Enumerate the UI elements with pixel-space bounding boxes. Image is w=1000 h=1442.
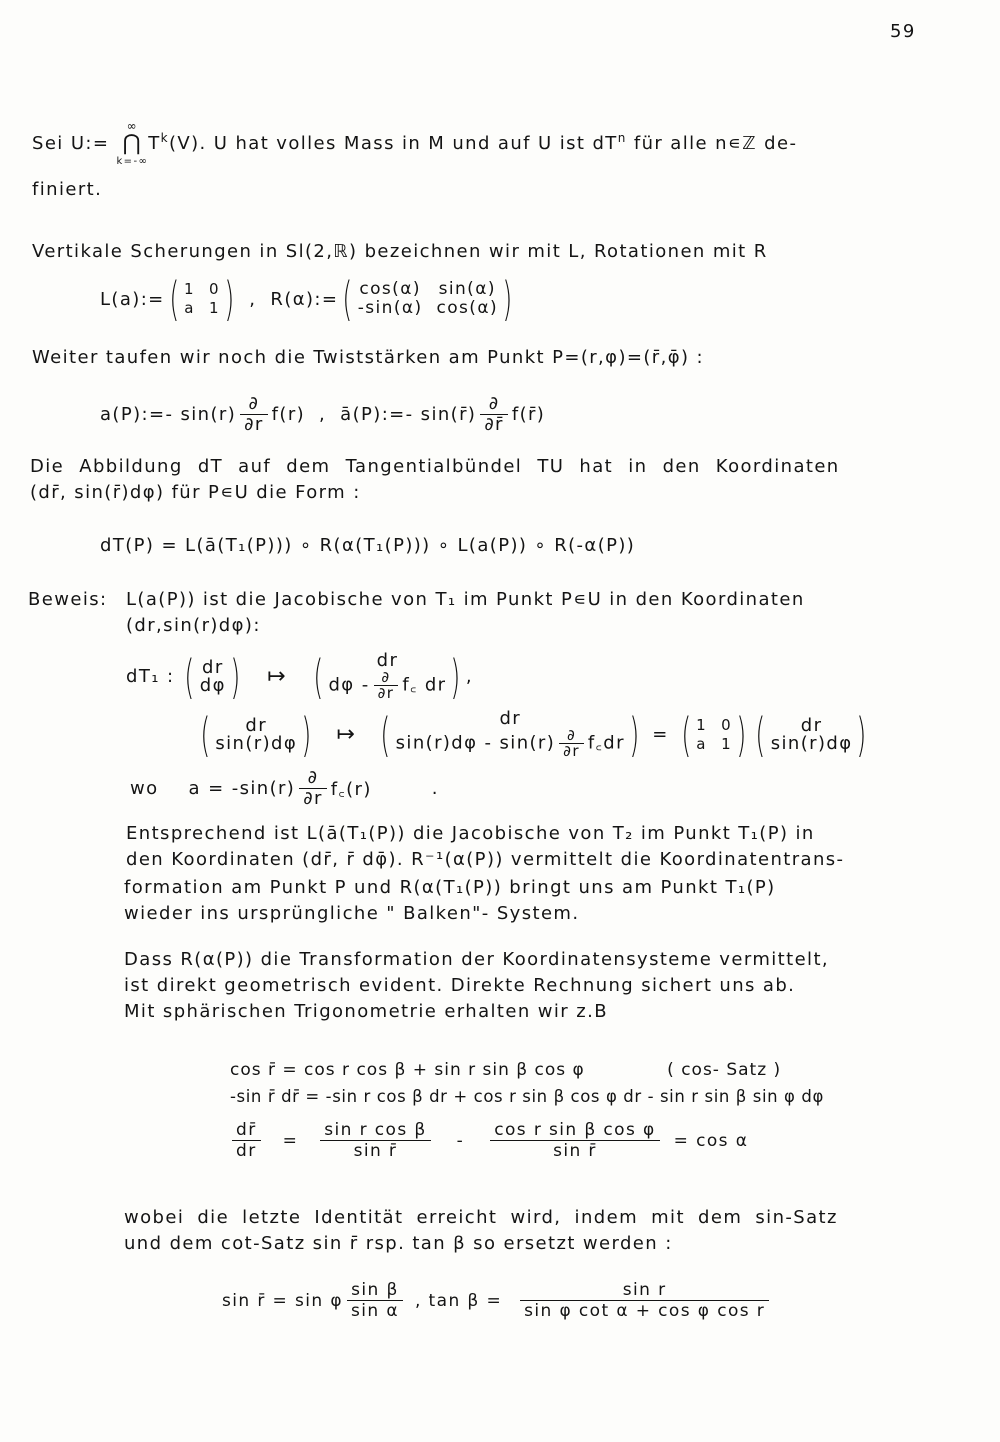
vector-entry: dr <box>245 714 268 736</box>
partial-derivative <box>240 394 268 435</box>
fraction-denominator: sin r̄ <box>353 1141 398 1161</box>
fraction <box>347 1280 403 1321</box>
fraction-numerator: sin r <box>520 1280 769 1301</box>
column-vector <box>396 710 625 759</box>
left-paren: ( <box>380 707 392 762</box>
matrix-entry: 1 <box>721 734 733 753</box>
fraction-denominator: ∂r <box>377 684 395 702</box>
fraction-numerator: sin r cos β <box>320 1120 430 1141</box>
wo-rhs: f꜀(r) <box>330 778 372 800</box>
expr-part: f꜀ dr <box>402 674 447 696</box>
left-paren: ( <box>342 272 354 326</box>
column-vector <box>770 714 853 754</box>
vector-entry: dr <box>499 708 522 729</box>
right-paren: ) <box>502 272 513 326</box>
R-label: R(α):= <box>270 288 339 310</box>
trailing-comma: , <box>465 666 473 687</box>
vector-entry: sin(r)dφ <box>770 732 853 754</box>
sei-prefix: Sei U:= <box>32 133 110 154</box>
paragraph-5-line-4: wieder ins ursprüngliche " Balken"- System. <box>124 903 580 924</box>
partial-derivative <box>559 728 584 759</box>
cap-lower-limit: k=-∞ <box>116 156 149 167</box>
sin-rbar-lhs: sin r̄ = sin φ <box>222 1290 343 1311</box>
right-paren: ) <box>224 272 235 326</box>
equals-sign: = <box>652 724 669 745</box>
paragraph-5-line-1: Entsprechend ist L(ā(T₁(P)) die Jacobische von T₂ im Punkt T₁(P) in <box>126 823 815 844</box>
fraction-numerator: ∂ <box>240 394 268 415</box>
wo-dot: . <box>431 778 439 799</box>
vector-entry: sin(r)dφ <box>215 732 298 754</box>
fraction <box>490 1120 659 1161</box>
abar-rhs: f(r̄) <box>511 404 546 425</box>
tan-beta-lhs: , tan β = <box>414 1290 503 1311</box>
dT1-lhs: dT₁ : <box>126 666 175 687</box>
fraction-numerator: ∂ <box>299 768 327 789</box>
paragraph-5-line-2: den Koordinaten (dr̄, r̄ dφ̄). R⁻¹(α(P)) vermittelt die Koordinatentrans- <box>126 849 845 870</box>
paragraph-6-line-3: Mit sphärischen Trigonometrie erhalten wir z.B <box>124 1001 608 1022</box>
vector-entry-expression <box>328 670 446 701</box>
left-paren: ( <box>169 272 180 326</box>
paragraph-7-line-1: wobei die letzte Identität erreicht wird, indem mit dem sin-Satz <box>124 1207 838 1228</box>
paragraph-6-line-2: ist direkt geometrisch evident. Direkte Rechnung sichert uns ab. <box>124 975 796 996</box>
matrix-entry: 0 <box>208 280 220 298</box>
fraction-numerator: ∂ <box>480 394 508 415</box>
sei-tail: für alle n∊ℤ de- <box>633 133 798 154</box>
fraction-denominator: ∂r̄ <box>484 414 504 435</box>
proof-line-1: L(a(P)) ist die Jacobische von T₁ im Punkt P∊U in den Koordinaten <box>126 589 805 610</box>
matrix-entry: cos(α) <box>436 298 498 318</box>
abar-lhs: ā(P):=- sin(r̄) <box>340 404 477 425</box>
vector-entry: dr <box>800 714 823 736</box>
paragraph-4-line-2: (dr̄, sin(r̄)dφ) für P∊U die Form : <box>30 482 361 503</box>
matrix-entry: cos(α) <box>359 279 421 299</box>
jacobian-map-1 <box>126 649 473 704</box>
matrix-entry: sin(α) <box>438 279 496 299</box>
partial-derivative <box>374 670 399 701</box>
fraction-numerator: sin β <box>347 1280 403 1301</box>
a-rhs: f(r) <box>271 404 306 425</box>
matrix-entry: 0 <box>721 715 733 734</box>
maps-to-arrow: ↦ <box>336 722 357 747</box>
expr-part: f꜀dr <box>587 732 625 754</box>
right-paren: ) <box>301 707 313 762</box>
partial-derivative <box>480 394 508 435</box>
jacobian-map-2 <box>196 707 872 762</box>
equals-sign: = <box>282 1130 299 1151</box>
fraction-denominator: ∂r <box>244 414 264 435</box>
wo-word: wo <box>130 778 159 799</box>
cap-upper-limit: ∞ <box>126 119 139 133</box>
vector-entry: dφ <box>199 674 226 696</box>
matrix-entry: 1 <box>184 280 195 298</box>
fraction-denominator: dr <box>236 1141 257 1161</box>
column-vector <box>199 656 226 696</box>
fraction <box>520 1280 769 1321</box>
separator: , <box>249 288 257 310</box>
wo-definition <box>130 768 439 809</box>
paragraph-1-line-1 <box>32 112 797 170</box>
fraction-numerator: dr̄ <box>232 1120 261 1141</box>
cos-alpha-rhs: = cos α <box>673 1130 749 1151</box>
left-paren: ( <box>755 707 767 762</box>
dT-formula: dT(P) = L(ā(T₁(P))) ∘ R(α(T₁(P))) ∘ L(a(P)) ∘ R(-α(P)) <box>100 535 636 556</box>
left-paren: ( <box>184 649 196 704</box>
right-paren: ) <box>856 707 868 762</box>
wo-lhs: a = -sin(r) <box>188 778 296 799</box>
R-matrix <box>358 280 498 318</box>
fraction-denominator: sin r̄ <box>553 1141 597 1161</box>
paragraph-7-line-2: und dem cot-Satz sin r̄ rsp. tan β so ersetzt werden : <box>124 1233 673 1254</box>
proof-label: Beweis: <box>28 589 108 610</box>
matrix-entry: a <box>696 734 707 753</box>
right-paren: ) <box>629 707 640 762</box>
paragraph-1-line-2: finiert. <box>32 179 103 200</box>
sei-after-cap: (V). U hat volles Mass in M und auf U ist dT <box>168 133 618 154</box>
paragraph-5-line-3: formation am Punkt P und R(α(T₁(P)) bringt uns am Punkt T₁(P) <box>124 877 776 898</box>
right-paren: ) <box>450 649 462 704</box>
L-matrix <box>184 280 220 318</box>
twist-definitions <box>100 394 545 435</box>
fraction-numerator: ∂ <box>374 670 399 686</box>
final-identities <box>222 1280 773 1321</box>
page-number: 59 <box>890 21 916 42</box>
matrix-entry: 1 <box>208 299 220 317</box>
fraction-numerator: ∂ <box>559 728 584 744</box>
left-paren: ( <box>200 707 212 762</box>
minus-sign: - <box>456 1130 465 1151</box>
fraction-denominator: ∂r <box>303 788 323 809</box>
matrix-entry: a <box>184 299 195 317</box>
big-cap-operator <box>116 118 148 170</box>
expr-part: dφ - <box>328 674 370 696</box>
left-paren: ( <box>681 707 692 762</box>
separator: , <box>319 404 327 425</box>
cap-expression: T <box>148 133 161 154</box>
differential-line: -sin r̄ dr̄ = -sin r cos β dr + cos r sin β cos φ dr - sin r sin β sin φ dφ <box>230 1087 824 1106</box>
L-label: L(a):= <box>100 288 165 310</box>
fraction <box>320 1120 430 1161</box>
cap-expression-exponent: k <box>160 131 169 145</box>
column-vector <box>328 652 446 701</box>
matrix-entry: 1 <box>696 715 708 734</box>
vector-entry-expression <box>396 728 625 759</box>
matrix-entry: -sin(α) <box>357 298 423 318</box>
left-paren: ( <box>313 649 325 704</box>
proof-line-2: (dr,sin(r)dφ): <box>126 615 261 636</box>
ratio-equation <box>228 1120 748 1161</box>
column-vector <box>215 714 298 754</box>
cap-symbol: ⋂ <box>122 131 143 156</box>
right-paren: ) <box>230 649 241 704</box>
cos-law-label: ( cos- Satz ) <box>667 1060 782 1080</box>
shear-matrix <box>696 716 732 754</box>
a-lhs: a(P):=- sin(r) <box>100 404 237 425</box>
cos-law-formula: cos r̄ = cos r cos β + sin r sin β cos φ <box>230 1060 585 1080</box>
cos-law-line <box>230 1058 781 1082</box>
fraction <box>232 1120 261 1161</box>
vector-entry: dr <box>376 650 399 671</box>
fraction-numerator: cos r sin β cos φ <box>490 1120 659 1141</box>
dt-exponent: n <box>617 131 627 145</box>
fraction-denominator: sin α <box>350 1301 399 1321</box>
fraction-denominator: ∂r <box>563 742 580 760</box>
vector-entry: dr <box>202 656 224 678</box>
expr-part: sin(r)dφ - sin(r) <box>395 732 556 754</box>
partial-derivative <box>299 768 327 809</box>
maps-to-arrow: ↦ <box>267 664 288 689</box>
paragraph-4-line-1: Die Abbildung dT auf dem Tangentialbündel TU hat in den Koordinaten <box>30 456 840 477</box>
right-paren: ) <box>736 707 748 762</box>
fraction-denominator: sin φ cot α + cos φ cos r <box>524 1301 766 1321</box>
paragraph-6-line-1: Dass R(α(P)) die Transformation der Koordinatensysteme vermittelt, <box>124 949 830 970</box>
paragraph-3: Weiter taufen wir noch die Twiststärken am Punkt P=(r,φ)=(r̄,φ̄) : <box>32 347 704 368</box>
matrix-definitions <box>100 272 517 326</box>
paragraph-2: Vertikale Scherungen in Sl(2,ℝ) bezeichnen wir mit L, Rotationen mit R <box>32 241 768 262</box>
